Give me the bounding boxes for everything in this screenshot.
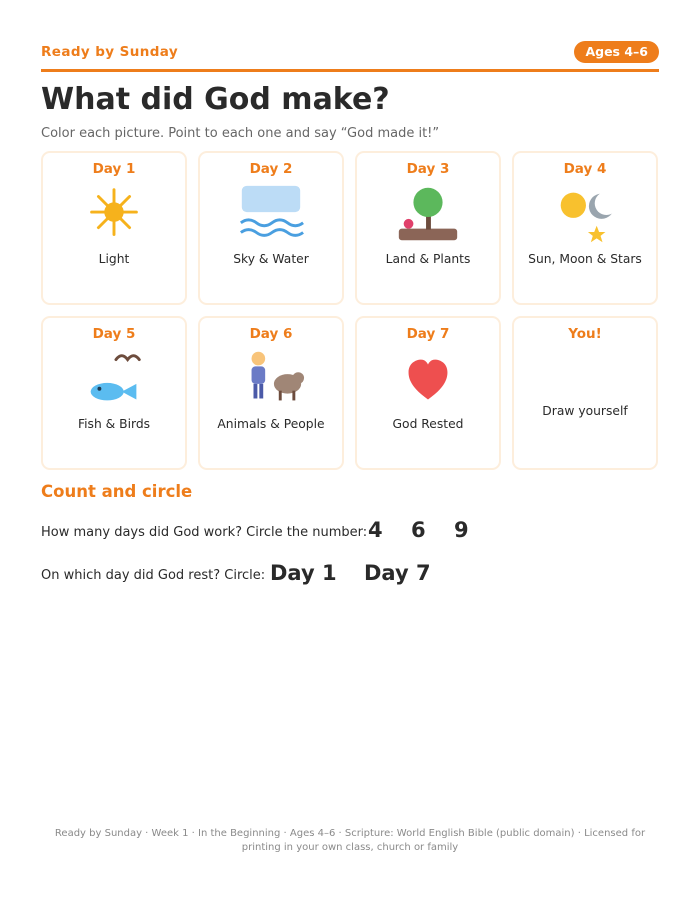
card-label: Animals & People xyxy=(217,417,325,431)
card-label: God Rested xyxy=(392,417,464,431)
card-label: Sky & Water xyxy=(233,252,309,266)
question-days-worked: How many days did God work? Circle the number: xyxy=(41,525,368,540)
answer-option[interactable]: 4 xyxy=(368,518,383,542)
age-badge: Ages 4–6 xyxy=(574,41,659,63)
card-you[interactable] xyxy=(512,316,658,470)
page-subtitle: Color each picture. Point to each one and say “God made it!” xyxy=(41,126,440,141)
card-day-label: Day 5 xyxy=(92,326,136,342)
sun-burst-icon xyxy=(43,183,185,247)
card-day-7 xyxy=(355,316,501,470)
tree-land-icon xyxy=(357,183,499,247)
card-day-4 xyxy=(512,151,658,305)
brand-name: Ready by Sunday xyxy=(41,44,179,60)
card-label: Light xyxy=(98,252,130,266)
card-day-label: Day 3 xyxy=(406,161,450,177)
page-title: What did God make? xyxy=(41,82,390,117)
card-day-label: Day 7 xyxy=(406,326,450,342)
card-day-3 xyxy=(355,151,501,305)
sky-water-icon xyxy=(200,183,342,247)
answer-option[interactable]: 9 xyxy=(454,518,469,542)
question-rest-day: On which day did God rest? Circle: xyxy=(41,568,266,583)
draw-yourself-prompt: Draw yourself xyxy=(542,404,628,418)
card-label: Land & Plants xyxy=(385,252,471,266)
card-day-label: Day 4 xyxy=(563,161,607,177)
card-day-6 xyxy=(198,316,344,470)
card-day-5 xyxy=(41,316,187,470)
heart-icon xyxy=(357,348,499,412)
answer-option[interactable]: Day 7 xyxy=(364,561,431,585)
card-day-2 xyxy=(198,151,344,305)
card-label: Fish & Birds xyxy=(77,417,151,431)
person-sheep-icon xyxy=(200,348,342,412)
sun-moon-star-icon xyxy=(514,183,656,247)
answer-option[interactable]: Day 1 xyxy=(270,561,337,585)
header-bar xyxy=(41,41,659,72)
card-day-1 xyxy=(41,151,187,305)
card-day-label: You! xyxy=(568,326,602,342)
answer-option[interactable]: 6 xyxy=(411,518,426,542)
card-day-label: Day 1 xyxy=(92,161,136,177)
fish-bird-icon xyxy=(43,348,185,412)
footer-note: Ready by Sunday · Week 1 · In the Beginning · Ages 4–6 · Scripture: World English Bible (public domain) · Licensed for printing in your own class, church or family xyxy=(54,828,646,853)
section-title: Count and circle xyxy=(41,482,193,501)
card-label: Sun, Moon & Stars xyxy=(528,252,642,266)
card-day-label: Day 2 xyxy=(249,161,293,177)
card-day-label: Day 6 xyxy=(249,326,293,342)
